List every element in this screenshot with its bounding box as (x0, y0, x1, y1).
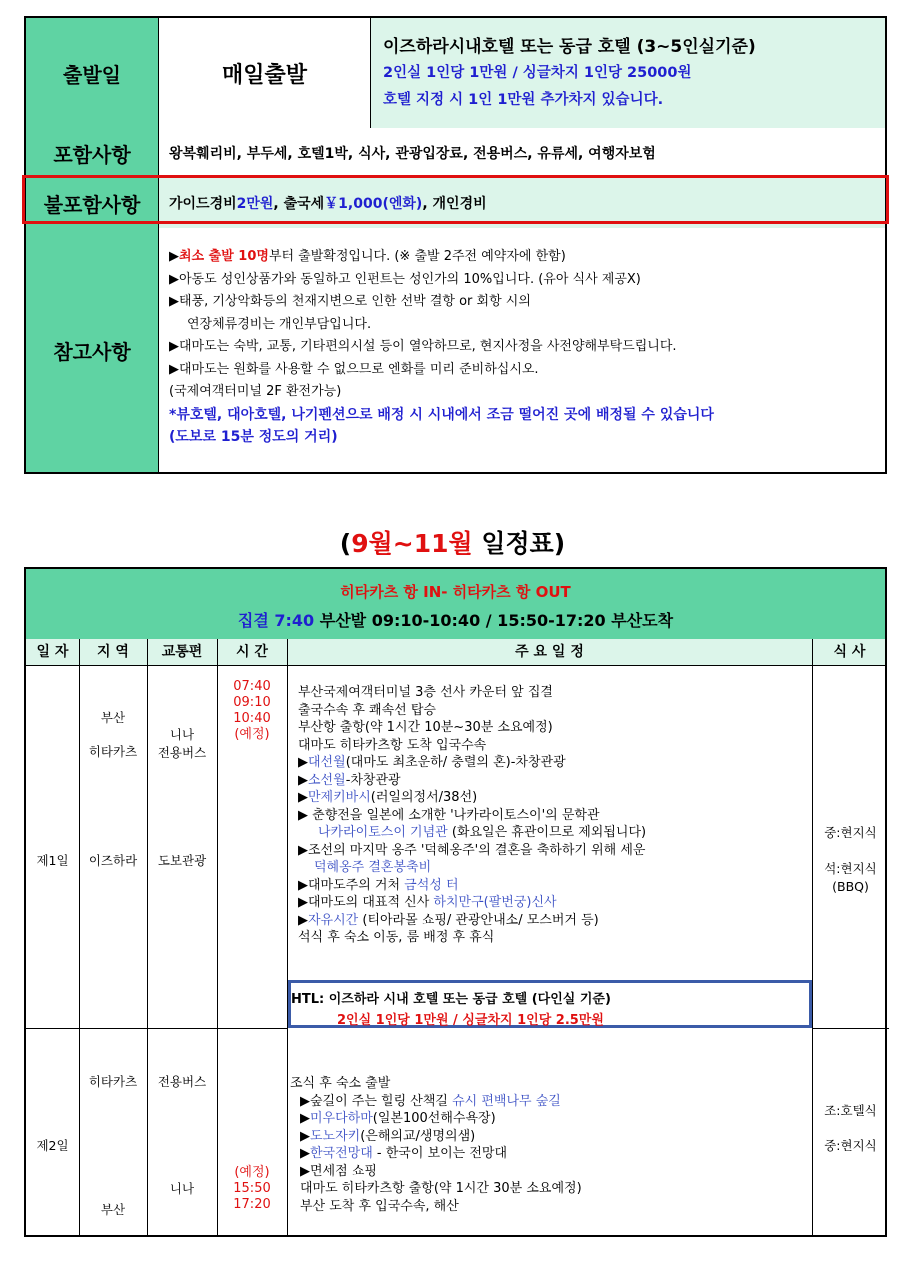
excluded-text-3: , 개인경비 (422, 196, 487, 212)
row-notes (26, 228, 885, 472)
included-label: 포함사항 (26, 128, 159, 178)
row-departure (26, 18, 885, 129)
excluded-departure-tax: ￥1,000(엔화) (324, 196, 423, 212)
departure-value: 매일출발 (159, 18, 371, 128)
hotel-line-1: 이즈하라시내호텔 또는 동급 호텔 (3~5인실기준) (383, 37, 756, 57)
meeting-info: 집결 7:40 부산발 09:10-10:40 / 15:50-17:20 부산도착 (237, 611, 674, 630)
excluded-text-2: , 출국세 (273, 196, 325, 212)
day2-meal-lunch: 중:현지식 (824, 1138, 877, 1153)
schedule-title: (9월~11월 일정표) (339, 529, 566, 558)
day1-meal-bbq: (BBQ) (832, 879, 869, 894)
note-1: ▶최소 출발 10명부터 출발확정입니다. (※ 출발 2주전 예약자에 한함) (169, 249, 566, 264)
note-6: ▶대마도는 원화를 사용할 수 없으므로 엔화를 미리 준비하십시오. (169, 361, 539, 377)
note-2: ▶아동도 성인상품가와 동일하고 인펀트는 성인가의 10%입니다. (유아 식사 제공X) (169, 271, 641, 287)
hotel-box (288, 980, 812, 1028)
note-8: *뷰호텔, 대아호텔, 나기펜션으로 배정 시 시내에서 조금 떨어진 곳에 배정될 수 있습니다 (169, 406, 714, 423)
day2-transport-bus: 전용버스 (157, 1074, 207, 1089)
info-table (24, 16, 887, 474)
row-included (26, 128, 885, 179)
day1-transport-ferry: 니나 (169, 727, 195, 742)
day1-region-izuhara: 이즈하라 (88, 853, 138, 868)
col-itinerary: 주 요 일 정 (515, 644, 584, 660)
note-4: 연장체류경비는 개인부담입니다. (187, 316, 372, 332)
note-3: ▶태풍, 기상악화등의 천재지변으로 인한 선박 결항 or 회항 시의 (169, 294, 531, 309)
day1-region-busan: 부산 (100, 710, 126, 725)
note-5: ▶대마도는 숙박, 교통, 기타편의시설 등이 열악하므로, 현지사정을 사전양해부탁드립니다. (169, 339, 677, 354)
col-day: 일 자 (36, 644, 69, 660)
note-7: (국제여객터미널 2F 환전가능) (169, 384, 342, 399)
day1-meal-dinner: 석:현지식 (824, 861, 877, 876)
day1-times: 07:40 09:10 10:40 (예정) (233, 679, 271, 742)
column-header (26, 639, 885, 666)
day2-label: 제2일 (36, 1138, 69, 1153)
day1-itinerary: 부산국제여객터미널 3층 선사 카운터 앞 집결 출국수속 후 쾌속선 탑승 부산항 출항(약 1시간 10분~30분 소요예정) 대마도 히타카츠항 도착 입국수속 ▶대선월(대마도 최초운하/ 충렬의 혼)-차창관광 ▶소선월-차창관광 ▶만제키바시(러일의정서/38선) ▶ 춘향전을 일본에 소개한 '나카라이토스이'의 문학관 나카라이토스이 기념관 (화요일은 휴관이므로 제외됩니다) ▶조선의 마지막 옹주 '덕혜옹주'의 결혼을 축하하기 위해 세운 덕혜옹주 결혼봉축비 ▶대마도주의 거처 금석성 터 ▶대마도의 대표적 신사 하치만구(팔번궁)신사 ▶자유시간 (티아라몰 쇼핑/ 관광안내소/ 모스버거 등) 석식 후 숙소 이동, 룸 배정 후 휴식 (298, 685, 647, 945)
included-value: 왕복훼리비, 부두세, 호텔1박, 식사, 관광입장료, 전용버스, 유류세, 여행자보험 (159, 128, 885, 178)
hotel-line-3: 호텔 지정 시 1인 1만원 추가차지 있습니다. (383, 92, 664, 108)
hotel-box-line-2: 2인실 1인당 1만원 / 싱글차지 1인당 2.5만원 (337, 1013, 604, 1028)
day2-itinerary: 조식 후 숙소 출발 ▶숲길이 주는 힐링 산책길 슈시 편백나무 숲길 ▶미우다하마(일본100선해수욕장) ▶도노자키(은해의교/생명의샘) ▶한국전망대 - 한국이 보이는 전망대 ▶면세점 쇼핑 대마도 히타카츠항 출항(약 1시간 30분 소요예정) 부산 도착 후 입국수속, 해산 (290, 1076, 582, 1214)
note-9: (도보로 15분 정도의 거리) (169, 429, 338, 445)
col-transport: 교통편 (161, 644, 203, 660)
excluded-highlight-box (22, 175, 889, 224)
excluded-text-1: 가이드경비 (169, 196, 237, 212)
day2-times: (예정) 15:50 17:20 (233, 1165, 271, 1212)
notes-value (159, 228, 885, 472)
hotel-box-line-1: HTL: 이즈하라 시내 호텔 또는 동급 호텔 (다인실 기준) (291, 992, 611, 1007)
day1-region-hitakatsu: 히타카츠 (88, 744, 138, 759)
day2-region-hitakatsu: 히타카츠 (88, 1074, 138, 1089)
port-route: 히타카츠 항 IN- 히타카츠 항 OUT (340, 583, 571, 601)
col-meal: 식 사 (833, 644, 866, 660)
day2-region-busan: 부산 (100, 1202, 126, 1217)
col-time: 시 간 (236, 644, 268, 660)
hotel-info (371, 18, 885, 128)
schedule-table (24, 567, 887, 1237)
day1-transport-bus: 전용버스 (157, 745, 207, 760)
excluded-label: 불포함사항 (26, 178, 159, 228)
departure-label: 출발일 (26, 18, 159, 128)
notes-label: 참고사항 (26, 228, 159, 472)
day1-transport-walk: 도보관광 (157, 853, 207, 868)
col-region: 지 역 (97, 644, 129, 660)
day2-meal-breakfast: 조:호텔식 (824, 1103, 877, 1118)
excluded-guide-fee: 2만원 (236, 196, 274, 212)
day1-meal-lunch: 중:현지식 (824, 825, 877, 840)
hotel-line-2: 2인실 1인당 1만원 / 싱글차지 1인당 25000원 (383, 65, 692, 81)
day2-transport-ferry: 니나 (169, 1181, 195, 1196)
schedule-header (26, 569, 885, 640)
day1-label: 제1일 (36, 853, 69, 868)
